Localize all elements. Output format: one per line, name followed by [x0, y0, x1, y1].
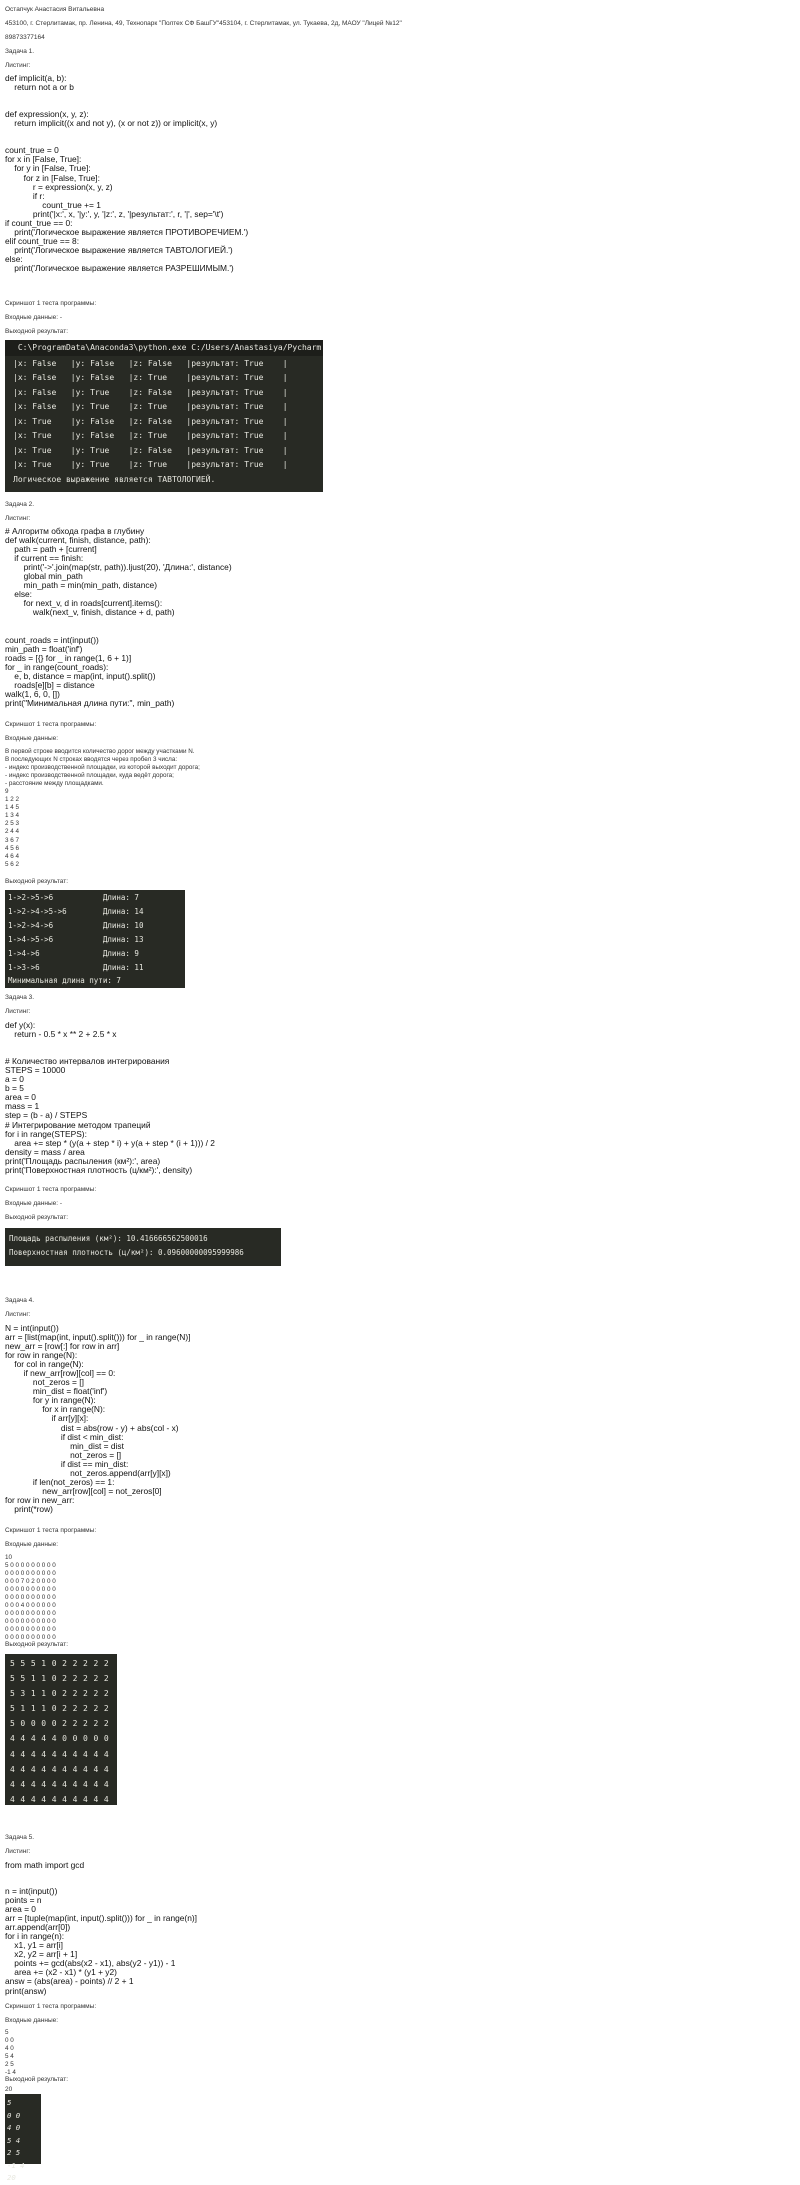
task-1-code-listing: def implicit(a, b): return not a or b def expression(x, y, z): return implicit((x and not y), (x or not z)) or implicit(x, y) count_true = 0 for x in [False, True]: for y in [False, True]: for z in [False, True]: r = expression(x, y, z) if r: count_true += 1 print('|x:', x, '|y:', y, '|z:', z, '|результат:', r, '|', sep='\t') if count_true == 0: print('Логическое выражение является ПРОТИВОРЕЧИЕМ.') elif count_true == 8: print('Логическое выражение является ТАВТОЛОГИЕЙ.') else: print('Логическое выражение является РАЗРЕШИМЫМ.'): [5, 73, 249, 273]
console-output: |x: False |y: False |z: False |результат: True | |x: False |y: False |z: True |результат: True | |x: False |y: True |z: False |результат: True | |x: False |y: True |z: True |результат: True | |x: True |y: False |z: False |результат: True | |x: True |y: False |z: True |результат: True | |x: True |y: True |z: False |результат: True | |x: True |y: True |z: True |результат: True | Логическое выражение является ТАВТОЛОГИЕЙ.: [13, 358, 288, 484]
task-5-code-listing: n = int(input()) points = n area = 0 arr = [tuple(map(int, input().split())) for _ in range(n)] arr.append(arr[0]) for i in range(n): x1, y1 = arr[i] x2, y2 = arr[i + 1] points += gcd(abs(x2 - x1), abs(y2 - y1)) - 1 area += (x2 - x1) * (y1 + y2) answ = (abs(area) - points) // 2 + 1 print(answ): [5, 1886, 197, 1996]
task-5-output-label: Выходной результат:: [5, 2076, 69, 2083]
task-5-title: Задача 5.: [5, 1834, 35, 1841]
task-2-screenshot-label: Скриншот 1 теста программы:: [5, 721, 97, 728]
task-4-input-data: 10 5 0 0 0 0 0 0 0 0 0 0 0 0 0 0 0 0 0 0 0 0 0 0 7 0 2 0 0 0 0 0 0 0 0 0 0 0 0 0 0 0 0 0 0 0 0 0 0 0 0 0 0 0 4 0 0 0 0 0 0 0 0 0 0 0 0 0 0 0 0 0 0 0 0 0 0 0 0 0 0 0 0 0 0 0 0 0 0 0 0 0 0 0 0 0 0 0 0 0 0: [5, 1554, 56, 1642]
task-4-title: Задача 4.: [5, 1297, 35, 1304]
task-3-output-label: Выходной результат:: [5, 1214, 69, 1221]
console-path-line: C:\ProgramData\Anaconda3\python.exe C:/Users/Anastasiya/Pycharm: [5, 340, 323, 356]
task-5-input-label: Входные данные:: [5, 2017, 59, 2024]
console-output: Площадь распыления (км²): 10.416666562500016 Поверхностная плотность (ц/км²): 0.09600000095999986: [9, 1234, 244, 1257]
task-3-code-listing: def y(x): return - 0.5 * x ** 2 + 2.5 * x # Количество интервалов интегрирования STEPS = 10000 a = 0 b = 5 area = 0 mass = 1 step = (b - a) / STEPS # Интегрирование методом трапеций for i in range(STEPS): area += step * (y(a + step * i) + y(a + step * (i + 1))) / 2 density = mass / area print('Площадь распыления (км²):', area) print('Поверхностная плотность (ц/км²):', density): [5, 1020, 215, 1175]
task-4-listing-label: Листинг:: [5, 1311, 31, 1318]
task-1-output-label: Выходной результат:: [5, 328, 69, 335]
task-4-output-label: Выходной результат:: [5, 1641, 69, 1648]
task-4-console-screenshot: [5, 1654, 117, 1805]
author-phone: 89873377164: [5, 34, 45, 41]
author-name: Остапчук Анастасия Витальевна: [5, 6, 105, 13]
task-5-screenshot-label: Скриншот 1 теста программы:: [5, 2003, 97, 2010]
task-1-listing-label: Листинг:: [5, 62, 31, 69]
task-1-screenshot-label: Скриншот 1 теста программы:: [5, 300, 97, 307]
console-output: 5 5 5 1 0 2 2 2 2 2 5 5 1 1 0 2 2 2 2 2 5 3 1 1 0 2 2 2 2 2 5 1 1 1 0 2 2 2 2 2 5 0 0 0 0 2 2 2 2 2 4 4 4 4 4 0 0 0 0 0 4 4 4 4 4 4 4 4 4 4 4 4 4 4 4 4 4 4 4 4 4 4 4 4 4 4 4 4 4 4 4 4 4 4 4 4 4 4 4 4: [10, 1659, 110, 1804]
task-5-console-screenshot: [5, 2094, 41, 2182]
task-3-title: Задача 3.: [5, 994, 35, 1001]
task-4-code-listing: N = int(input()) arr = [list(map(int, input().split())) for _ in range(N)] new_arr = [row[:] for row in arr] for row in range(N): for col in range(N): if new_arr[row][col] == 0: not_zeros = [] min_dist = float('inf') for y in range(N): for x in range(N): if arr[y][x]: dist = abs(row - y) + abs(col - x) if dist < min_dist: min_dist = dist not_zeros = [] if dist == min_dist: not_zeros.append(arr[y][x]) if len(not_zeros) == 1: new_arr[row][col] = not_zeros[0] for row in new_arr: print(*row): [5, 1323, 191, 1514]
task-2-input-data: В первой строке вводится количество дорог между участками N. В последующих N строках вводятся через пробел 3 числа: - индекс производственной площадки, из которой выходит дорога; - индекс производственной площадки, куда ведёт дорога; - расстояние между площадками. 9 1 2 2 1 4 5 1 3 4 2 5 3 2 4 4 3 6 7 4 5 6 4 6 4 5 6 2: [5, 748, 200, 868]
task-2-output-label: Выходной результат:: [5, 878, 69, 885]
task-4-input-label: Входные данные:: [5, 1541, 59, 1548]
task-1-title: Задача 1.: [5, 48, 35, 55]
task-5-output-value: 20: [5, 2086, 13, 2093]
task-3-screenshot-label: Скриншот 1 теста программы:: [5, 1186, 97, 1193]
task-3-console-screenshot: [5, 1228, 281, 1266]
task-5-input-data: 5 0 0 4 0 5 4 2 5 -1 4: [5, 2029, 16, 2077]
task-5-listing-label: Листинг:: [5, 1848, 31, 1855]
task-1-input-label: Входные данные: -: [5, 314, 63, 321]
task-2-code-listing: # Алгоритм обхода графа в глубину def walk(current, finish, distance, path): path = path + [current] if current == finish: print('->'.join(map(str, path)).ljust(20), 'Длина:', distance) global min_path min_path = min(min_path, distance) else: for next_v, d in roads[current].items(): walk(next_v, finish, distance + d, path) count_roads = int(input()) min_path = float('inf') roads = [{} for _ in range(1, 6 + 1)] for _ in range(count_roads): e, b, distance = map(int, input().split()) roads[e][b] = distance walk(1, 6, 0, []) print("Минимальная длина пути:", min_path): [5, 526, 232, 708]
task-4-screenshot-label: Скриншот 1 теста программы:: [5, 1527, 97, 1534]
author-address: 453100, г. Стерлитамак, пр. Ленина, 49, Технопарк "Полтех СФ БашГУ"453104, г. Стерлитамак, ул. Тукаева, 2д, МАОУ "Лицей №12": [5, 20, 402, 27]
task-3-input-label: Входные данные: -: [5, 1200, 63, 1207]
task-3-listing-label: Листинг:: [5, 1008, 31, 1015]
task-1-console-screenshot: [5, 340, 323, 492]
task-2-title: Задача 2.: [5, 501, 35, 508]
console-output: 5 0 0 4 0 5 4 2 5 -1 4 20: [7, 2098, 25, 2182]
task-2-listing-label: Листинг:: [5, 515, 31, 522]
task-5-code-import: from math import gcd: [5, 1860, 85, 1870]
console-output: 1->2->5->6 Длина: 7 1->2->4->5->6 Длина: 14 1->2->4->6 Длина: 10 1->4->5->6 Длина: 13 1->4->6 Длина: 9 1->3->6 Длина: 11 Минимальная длина пути: 7: [8, 893, 144, 986]
task-2-console-screenshot: [5, 890, 185, 988]
task-2-input-label: Входные данные:: [5, 735, 59, 742]
